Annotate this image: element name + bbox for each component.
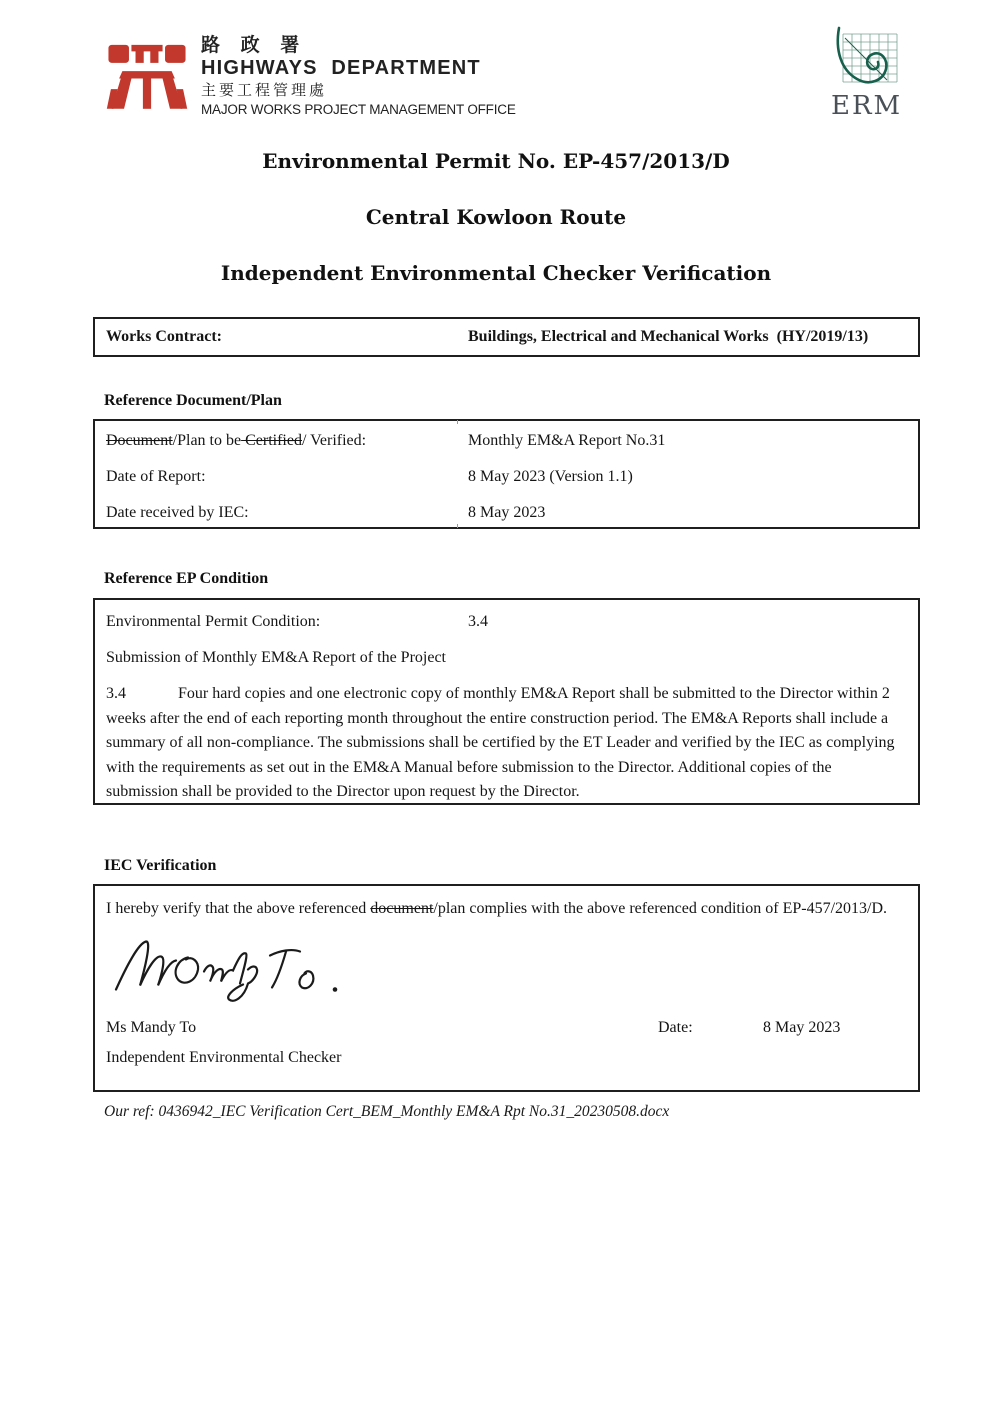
reference-document-box xyxy=(93,419,920,529)
date-of-report-value: 8 May 2023 (Version 1.1) xyxy=(468,468,633,485)
table-row xyxy=(106,428,907,454)
signature-mandy-to-icon xyxy=(110,927,350,1003)
erm-fern-logo-icon xyxy=(831,26,901,88)
dept-name-zh: 路 政 署 xyxy=(201,34,307,56)
title-document-type: Independent Environmental Checker Verification xyxy=(220,261,772,285)
table-row xyxy=(106,609,907,635)
title-project-name: Central Kowloon Route xyxy=(365,205,627,229)
section-heading-iec-verification: IEC Verification xyxy=(104,857,217,874)
clause-number: 3.4 xyxy=(106,685,126,702)
signer-name: Ms Mandy To xyxy=(106,1019,197,1036)
office-name-en: MAJOR WORKS PROJECT MANAGEMENT OFFICE xyxy=(201,102,516,117)
erm-wordmark: ERM xyxy=(831,91,903,121)
date-value: 8 May 2023 xyxy=(763,1019,841,1036)
section-heading-reference-document: Reference Document/Plan xyxy=(104,392,282,409)
office-name-zh: 主要工程管理處 xyxy=(201,81,328,99)
iec-verification-box xyxy=(93,884,920,1092)
table-row xyxy=(106,500,907,526)
works-contract-value: Buildings, Electrical and Mechanical Works (HY/2019/13) xyxy=(468,328,869,345)
signature-line-row xyxy=(106,1015,907,1041)
header-text-block xyxy=(201,36,516,117)
clause-text: Four hard copies and one electronic copy of monthly EM&A Report shall be submitted to the Director within 2 weeks after the end of each reporting month throughout the entire construction period. The EM&A Reports shall include a summary of all non-compliance. The submissions shall be certified by the ET Leader and verified by the IEC as complying with the requirements as set out in the EM&A Manual before submission to the Director. Additional copies of the submission shall be provided to the Director upon request by the Director. xyxy=(106,685,895,800)
our-ref-line: Our ref: 0436942_IEC Verification Cert_BEM_Monthly EM&A Rpt No.31_20230508.docx xyxy=(104,1103,670,1120)
signer-title: Independent Environmental Checker xyxy=(106,1049,342,1066)
document-plan-label: Document/Plan to be Certified/ Verified: xyxy=(106,432,367,449)
section-heading-ep-condition: Reference EP Condition xyxy=(104,570,269,587)
works-contract-box xyxy=(93,317,920,357)
title-permit-no: Environmental Permit No. EP-457/2013/D xyxy=(262,149,730,173)
table-column-divider-mark xyxy=(457,420,458,424)
highways-department-logo-icon xyxy=(106,36,188,116)
date-received-value: 8 May 2023 xyxy=(468,504,546,521)
ep-condition-number: 3.4 xyxy=(468,613,488,630)
ep-condition-label: Environmental Permit Condition: xyxy=(106,613,321,630)
ep-condition-clause xyxy=(106,682,907,805)
table-row xyxy=(106,464,907,490)
signature-area xyxy=(110,927,907,1003)
table-column-divider-mark xyxy=(457,524,458,528)
verification-statement: I hereby verify that the above referenced document/plan complies with the above referenced condition of EP-457/2013/D. xyxy=(106,900,888,917)
erm-logo-block xyxy=(831,26,901,121)
date-label: Date: xyxy=(658,1019,693,1036)
dept-name-en: HIGHWAYS DEPARTMENT xyxy=(201,57,481,79)
date-received-label: Date received by IEC: xyxy=(106,504,249,521)
works-contract-label: Works Contract: xyxy=(106,328,222,345)
ep-condition-subtitle: Submission of Monthly EM&A Report of the Project xyxy=(106,649,446,666)
document-plan-value: Monthly EM&A Report No.31 xyxy=(468,432,666,449)
ep-condition-box xyxy=(93,598,920,805)
date-of-report-label: Date of Report: xyxy=(106,468,206,485)
